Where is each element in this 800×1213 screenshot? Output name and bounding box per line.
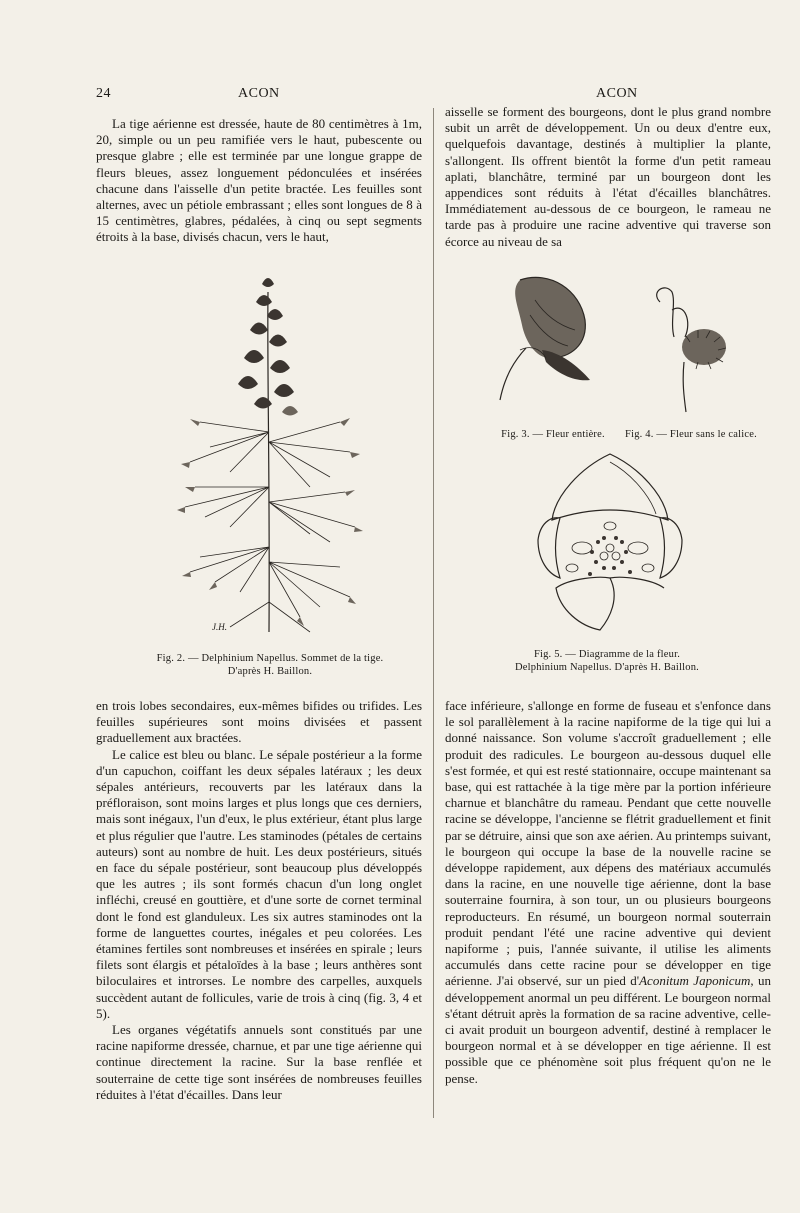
figure-2-caption — [140, 652, 400, 678]
paragraph: Le calice est bleu ou blanc. Le sépale postérieur a la forme d'un capuchon, coiffant les deux sépales latéraux ; les deux sépales antérieurs, recouverts par les latéraux dans la préfloraison, sont moins larges et plus longs que ces derniers, mais sont inégaux, l'un d'eux, le plus extérieur, étant plus large et plus régulier que l'autre. Les staminodes (pétales de certains auteurs) sont au nombre de huit. Les deux postérieurs, situés en face du sépale postérieur, sont beaucoup plus développés que les autres ; ils sont formés chacun d'un long onglet infléchi, creusé en gouttière, et d'une sorte de cornet terminal dont le fond est glanduleux. Les six autres staminodes ont la forme de languettes courtes, inégales et peu colorées. Les étamines fertiles sont nombreuses et insérées en spirale ; leurs filets sont élargis et pétaloïdes à la base ; leurs anthères sont biloculaires et introrses. Le nombre des carpelles, auxquels succèdent autant de follicules, varie de trois à cinq (fig. 3, 4 et 5). — [96, 746, 422, 1021]
caption-line: Delphinium Napellus. D'après H. Baillon. — [515, 662, 699, 673]
paragraph: aisselle se forment des bourgeons, dont le plus grand nombre subit un arrêt de développement. Un ou deux d'entre eux, quelquefois davantage, destinés à multiplier la plante, s'allongent. Ils offrent bientôt la forme d'un petit rameau aplati, blanchâtre, terminé par un bourgeon dont les appendices sont réduits à l'état d'écailles blanchâtres. Immédiatement au-dessous de ce bourgeon, le rameau ne tarde pas à produire une racine adventive qui traverse son écorce au niveau de sa — [445, 104, 771, 249]
caption-line: Fig. 5. — Diagramme de la fleur. — [533, 649, 681, 660]
illustrator-signature: J.H. — [212, 622, 227, 632]
page-number: 24 — [96, 86, 111, 101]
figure-4-flower-without-calyx — [640, 282, 740, 417]
paragraph: La tige aérienne est dressée, haute de 80 centimètres à 1m, 20, simple ou un peu ramifiée vers le haut, pubescente ou presque glabre ; elle est terminée par une longue grappe de fleurs bleues, assez longuement pédonculées et insérées chacune dans l'aisselle d'un petite bractée. Les feuilles sont alternes, avec un pétiole embrassant ; elles sont longues de 8 à 15 centimètres, glabres, pédalées, à cinq ou sept segments étroits à la base, divisés chacun, vers le haut, — [96, 116, 422, 245]
caption-line: Fig. 2. — Delphinium Napellus. Sommet de la tige. — [156, 653, 384, 664]
paragraph: en trois lobes secondaires, eux-mêmes bifides ou trifides. Les feuilles supérieures sont moins divisées et passent graduellement aux bractées. — [96, 698, 422, 746]
running-head-left: ACON — [238, 86, 280, 101]
figure-3-caption: Fig. 3. — Fleur entière. — [501, 429, 605, 440]
species-name: Aconitum Japonicum — [639, 973, 751, 989]
right-column-top — [445, 104, 771, 250]
figure-5-caption — [472, 648, 742, 674]
figure-4-caption: Fig. 4. — Fleur sans le calice. — [625, 429, 757, 440]
figure-3-whole-flower — [480, 270, 610, 415]
carpels — [600, 544, 620, 560]
paragraph: Les organes végétatifs annuels sont constitués par une racine napiforme dressée, charnue, et par une tige aérienne qui continue directement la racine. Sur la base renflée et souterraine de cette tige sont insérées de nombreuses feuilles réduites à l'état d'écailles. Dans leur — [96, 1022, 422, 1102]
paragraph — [445, 698, 771, 1087]
running-head-right: ACON — [596, 86, 638, 101]
right-column-bottom — [445, 698, 771, 1087]
column-divider — [433, 108, 434, 1118]
caption-line: D'après H. Baillon. — [227, 666, 313, 677]
text-run: , un développement anormal un peu différent. Le bourgeon normal s'étant détruit après la formation de sa racine adventive, celle-ci avait produit un bourgeon adventif, destiné à remplacer le bourgeon normal et à se développer en tige aérienne. Il est possible que ce phénomène soit plus fréquent qu'on ne le pense. — [445, 973, 771, 1086]
left-column-top — [96, 116, 422, 246]
figure-2-plant-illustration — [170, 272, 370, 637]
left-column-bottom — [96, 698, 422, 1103]
figure-5-floral-diagram — [530, 448, 690, 636]
staminodes — [566, 522, 654, 572]
leaves — [177, 418, 363, 632]
stamens — [588, 536, 632, 576]
text-run: face inférieure, s'allonge en forme de fuseau et s'enfonce dans le sol parallèlement à la racine napiforme de la tige qui lui a donné naissance. Son volume s'accroît graduellement ; elle produit des radicules. Le bourgeon au-dessous duquel elle s'est formée, et qui est resté stationnaire, occupe maintenant sa base, qui est rattachée à la tige mère par la portion inférieure charnue et blanchâtre du rameau. Pendant que cette nouvelle racine se développe, l'ancienne se flétrit graduellement et finit par se détruire, ainsi que son axe aérien. Au printemps suivant, le bourgeon qui occupe la base de la nouvelle racine se développe rapidement, aux dépens des matériaux accumulés dans la racine, en une nouvelle tige aérienne, dont la base souterraine fournira, à son tour, un ou plusieurs bourgeons reproducteurs. En résumé, un bourgeon normal souterrain produit pendant l'été une racine adventive qui devient napiforme ; puis, l'année suivante, il utilise les aliments accumulés dans cette racine pour se développer en tige aérienne. J'ai observé, sur un pied d' — [445, 698, 771, 989]
